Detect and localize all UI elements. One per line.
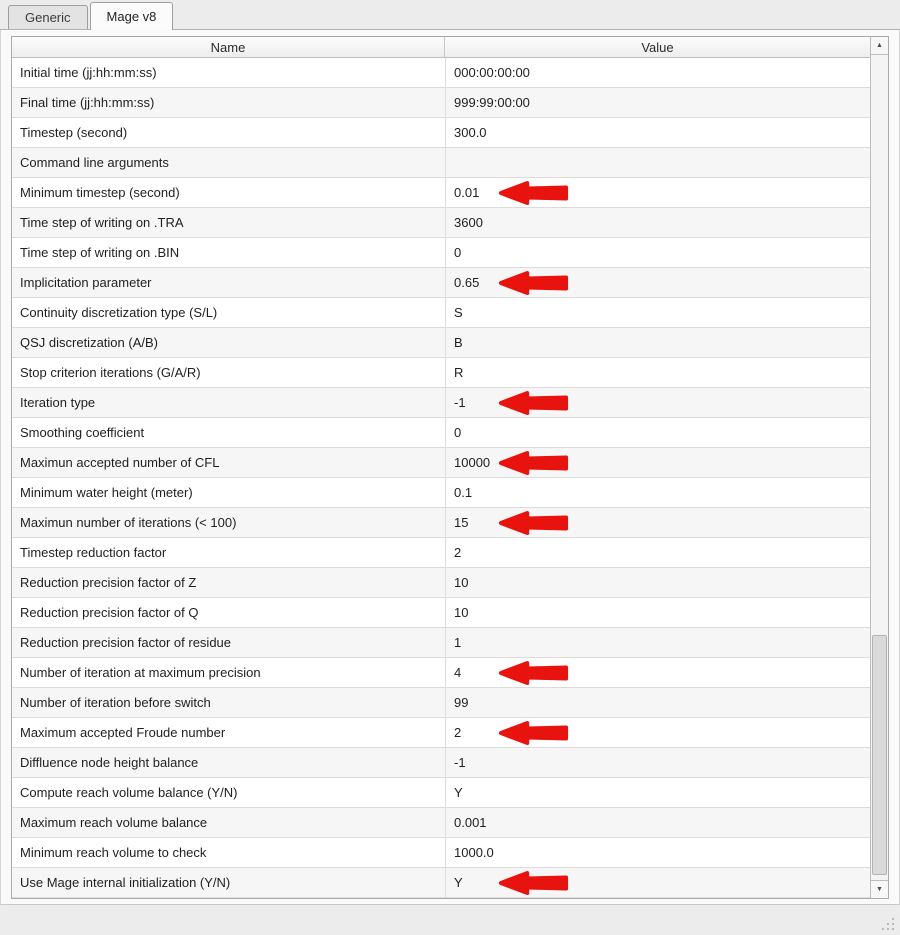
param-value-text: -1 [454,755,466,770]
param-value-cell[interactable] [445,778,870,808]
param-value-text: 0.65 [454,275,480,290]
param-value-cell[interactable] [445,118,870,148]
table-row[interactable] [12,58,870,88]
param-name-cell: Number of iteration at maximum precision [12,658,445,688]
table-row[interactable] [12,478,870,508]
param-value-cell[interactable] [445,418,870,448]
param-name-cell: Minimum timestep (second) [12,178,445,208]
tab-generic-label: Generic [25,10,71,25]
table-row[interactable] [12,148,870,178]
param-name-cell: Smoothing coefficient [12,418,445,448]
param-value-cell[interactable] [445,208,870,238]
scrollbar-track[interactable] [871,55,888,880]
scrollbar-up-button[interactable] [871,37,888,55]
param-value-cell[interactable] [445,838,870,868]
param-value-text: 0 [454,425,462,440]
param-value-text: 999:99:00:00 [454,95,530,110]
param-value-cell[interactable] [445,448,870,478]
param-name-cell: QSJ discretization (A/B) [12,328,445,358]
param-value-cell[interactable] [445,358,870,388]
table-row[interactable] [12,448,870,478]
param-value-text: 0.001 [454,815,487,830]
param-value-cell[interactable] [445,478,870,508]
param-value-cell[interactable] [445,628,870,658]
table-row[interactable] [12,838,870,868]
param-name-cell: Number of iteration before switch [12,688,445,718]
table-row[interactable] [12,748,870,778]
table-row[interactable] [12,658,870,688]
param-value-cell[interactable] [445,748,870,778]
param-value-cell[interactable] [445,148,870,178]
param-name-cell: Implicitation parameter [12,268,445,298]
table-row[interactable] [12,118,870,148]
table-row[interactable] [12,268,870,298]
param-name-cell: Reduction precision factor of Q [12,598,445,628]
red-arrow-annotation-icon [498,870,570,896]
table-row[interactable] [12,418,870,448]
param-value-text: 000:00:00:00 [454,65,530,80]
param-value-cell[interactable] [445,328,870,358]
param-value-text: 15 [454,515,469,530]
param-value-cell[interactable] [445,658,870,688]
table-header-row [12,37,870,58]
status-bar [0,905,900,935]
param-value-text: S [454,305,463,320]
param-value-cell[interactable] [445,508,870,538]
param-value-text: 0.01 [454,185,480,200]
param-name-cell: Maximun number of iterations (< 100) [12,508,445,538]
param-value-text: B [454,335,463,350]
table-row[interactable] [12,568,870,598]
param-value-cell[interactable] [445,178,870,208]
param-value-text: 10 [454,605,469,620]
param-name-cell: Continuity discretization type (S/L) [12,298,445,328]
param-name-cell: Initial time (jj:hh:mm:ss) [12,58,445,88]
param-value-text: R [454,365,464,380]
param-value-text: 10000 [454,455,491,470]
red-arrow-annotation-icon [498,450,570,476]
table-row[interactable] [12,388,870,418]
param-name-cell: Diffluence node height balance [12,748,445,778]
table-row[interactable] [12,688,870,718]
param-name-cell: Command line arguments [12,148,445,178]
table-row[interactable] [12,178,870,208]
scroll-down-icon: ▼ [876,886,883,893]
param-value-text: 300.0 [454,125,487,140]
table-row[interactable] [12,508,870,538]
table-row[interactable] [12,328,870,358]
param-value-cell[interactable] [445,598,870,628]
table-rows-container [12,58,870,898]
tab-mage-v8[interactable] [90,2,174,30]
table-row[interactable] [12,208,870,238]
table-row[interactable] [12,358,870,388]
param-value-cell[interactable] [445,868,870,898]
red-arrow-annotation-icon [498,270,570,296]
vertical-scrollbar[interactable] [870,37,888,898]
tab-mage-v8-label: Mage v8 [106,9,157,24]
param-value-cell[interactable] [445,718,870,748]
param-name-cell: Time step of writing on .BIN [12,238,445,268]
param-name-cell: Stop criterion iterations (G/A/R) [12,358,445,388]
param-name-cell: Time step of writing on .TRA [12,208,445,238]
parameters-table [11,36,889,899]
table-row[interactable] [12,88,870,118]
param-value-text: 99 [454,695,469,710]
param-value-text: 0 [454,245,462,260]
param-name-cell: Compute reach volume balance (Y/N) [12,778,445,808]
table-row[interactable] [12,628,870,658]
scroll-up-icon: ▲ [876,42,883,49]
param-name-cell: Reduction precision factor of residue [12,628,445,658]
param-value-text: 4 [454,665,462,680]
scrollbar-down-button[interactable] [871,880,888,898]
param-value-cell[interactable] [445,808,870,838]
param-value-text: -1 [454,395,466,410]
table-row[interactable] [12,238,870,268]
param-value-cell[interactable] [445,298,870,328]
param-value-text: 1 [454,635,462,650]
param-value-cell[interactable] [445,238,870,268]
param-name-cell: Maximum accepted Froude number [12,718,445,748]
param-name-cell: Maximum reach volume balance [12,808,445,838]
resize-grip-icon[interactable] [880,916,896,932]
tab-bar [0,0,900,30]
param-name-cell: Iteration type [12,388,445,418]
parameters-table-body [12,37,870,898]
param-value-text: 10 [454,575,469,590]
param-value-text: 3600 [454,215,483,230]
table-row[interactable] [12,808,870,838]
scrollbar-thumb[interactable] [872,635,887,875]
param-value-cell[interactable] [445,268,870,298]
red-arrow-annotation-icon [498,720,570,746]
param-value-cell[interactable] [445,388,870,418]
param-name-cell: Minimum reach volume to check [12,838,445,868]
table-row[interactable] [12,868,870,898]
param-value-cell[interactable] [445,538,870,568]
red-arrow-annotation-icon [498,510,570,536]
param-name-cell: Timestep reduction factor [12,538,445,568]
red-arrow-annotation-icon [498,660,570,686]
param-name-cell: Final time (jj:hh:mm:ss) [12,88,445,118]
param-name-cell: Minimum water height (meter) [12,478,445,508]
column-header-value[interactable]: Value [641,39,674,55]
column-header-name[interactable]: Name [12,37,445,57]
param-value-text: Y [454,875,463,890]
param-value-cell[interactable] [445,58,870,88]
table-row[interactable] [12,778,870,808]
param-value-text: 2 [454,545,462,560]
table-row[interactable] [12,538,870,568]
param-value-cell[interactable] [445,688,870,718]
tab-generic[interactable] [8,5,88,29]
param-value-cell[interactable] [445,88,870,118]
param-value-text: Y [454,785,463,800]
table-row[interactable] [12,598,870,628]
table-row[interactable] [12,718,870,748]
red-arrow-annotation-icon [498,390,570,416]
param-name-cell: Timestep (second) [12,118,445,148]
table-row[interactable] [12,298,870,328]
param-value-text: 0.1 [454,485,473,500]
param-name-cell: Reduction precision factor of Z [12,568,445,598]
red-arrow-annotation-icon [498,180,570,206]
param-value-cell[interactable] [445,568,870,598]
tab-page-mage-v8 [0,30,900,905]
param-value-text: 1000.0 [454,845,494,860]
param-value-text: 2 [454,725,462,740]
param-name-cell: Use Mage internal initialization (Y/N) [12,868,445,898]
param-name-cell: Maximun accepted number of CFL [12,448,445,478]
